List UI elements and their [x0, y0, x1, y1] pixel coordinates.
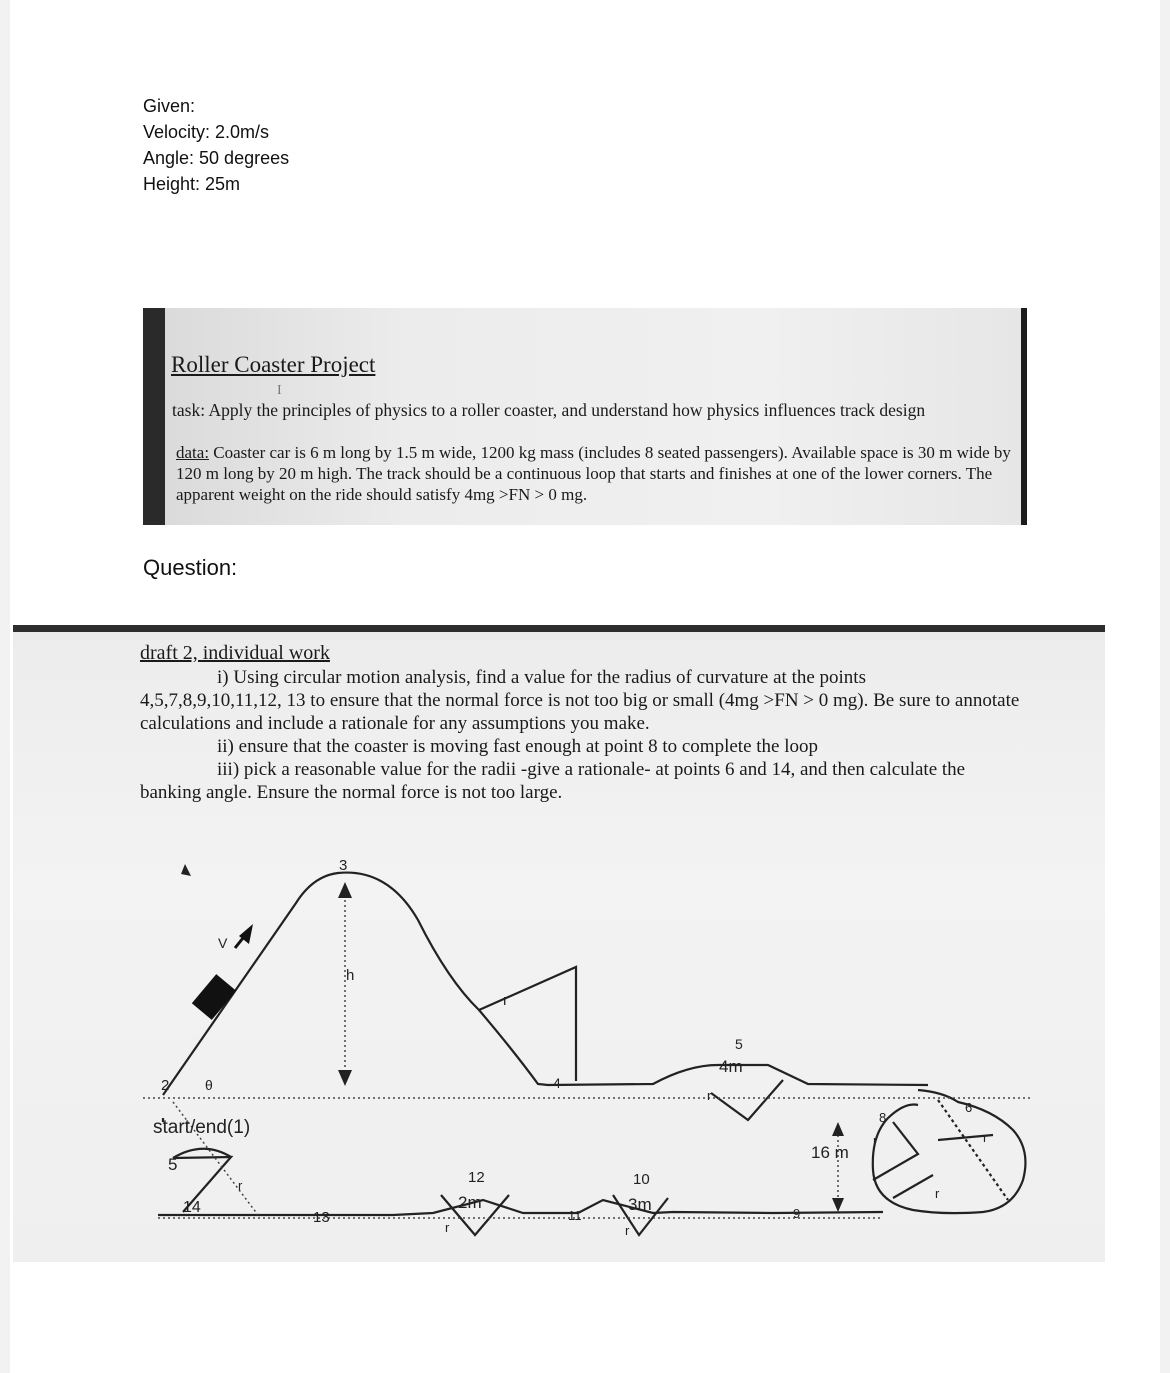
point-6-label: 6 [965, 1100, 973, 1115]
point-5-label: 5 [735, 1036, 743, 1052]
point-15-label: 5 [168, 1155, 178, 1174]
loop-r7-label: r [935, 1186, 940, 1201]
dip-12-radius: 2m [458, 1193, 482, 1212]
point-8-label: 8 [879, 1110, 887, 1125]
bank-14-r-label: r [238, 1178, 243, 1193]
question-part3-a: iii) pick a reasonable value for the radii -give a rationale- at points 6 and 14, and then calculate the [217, 759, 966, 780]
question-text [140, 666, 1020, 804]
pointer-arrow-icon [181, 864, 191, 876]
track-climb [163, 873, 928, 1095]
loop-r6-label: r [983, 1130, 988, 1145]
question-part1-b: 4,5,7,8,9,10,11,12, 13 to ensure that the normal force is not too big or small (4mg >FN > 0 mg). Be sure to annotate calculations and include a rationale for any assumptions you make. [140, 690, 1020, 734]
question-part3-b: banking angle. Ensure the normal force is not too large. [140, 782, 563, 803]
point-14-label: 14 [183, 1199, 201, 1216]
given-velocity: Velocity: 2.0m/s [143, 122, 270, 142]
question-label: Question: [143, 555, 238, 580]
dip-5-radius: 4m [719, 1057, 743, 1076]
loop-arrow-bottom-icon [832, 1198, 844, 1212]
height-arrow-bottom-icon [338, 1070, 352, 1086]
coaster-track-diagram [13, 840, 1105, 1262]
assignment-photo [13, 625, 1105, 1262]
velocity-label: V [218, 935, 228, 951]
point-9-label: 9 [793, 1206, 801, 1221]
photo-edge-top [13, 625, 1105, 632]
question-part1-a: i) Using circular motion analysis, find a value for the radius of curvature at the points [217, 667, 866, 688]
loop-arrow-top-icon [832, 1122, 844, 1136]
draft-title: draft 2, individual work [140, 642, 330, 664]
loop-radius-b [938, 1100, 1008, 1200]
given-heading: Given: [143, 96, 196, 116]
data-label: data: [176, 443, 210, 462]
loop-r8-label: r [873, 1133, 878, 1148]
given-height: Height: 25m [143, 174, 241, 194]
hill-radius-label: r [503, 992, 508, 1009]
project-title: Roller Coaster Project [171, 352, 376, 377]
point-10-label: 10 [633, 1171, 650, 1188]
question-part2: ii) ensure that the coaster is moving fast enough at point 8 to complete the loop [217, 736, 818, 757]
point-13-label: 13 [313, 1209, 330, 1226]
photo-edge-left [143, 308, 165, 525]
point-2-label: 2 [161, 1077, 170, 1094]
start-end-label: start/end(1) [153, 1117, 251, 1138]
text-cursor-icon: I [277, 383, 282, 398]
bank-14 [173, 1157, 231, 1212]
dip-12-r-label: r [445, 1220, 450, 1235]
point-11-label: 11 [568, 1208, 582, 1223]
coaster-car [192, 974, 236, 1020]
given-angle: Angle: 50 degrees [143, 148, 290, 168]
project-brief-photo [143, 308, 1027, 525]
dip-10-r-label: r [625, 1223, 630, 1238]
point-12-label: 12 [468, 1169, 485, 1186]
hill-radius-triangle [479, 967, 576, 1081]
project-data [176, 442, 1011, 505]
dip-10-radius: 3m [628, 1195, 652, 1214]
photo-edge-right [1021, 308, 1027, 525]
track-return [158, 1118, 883, 1215]
loop-radius-d [893, 1175, 933, 1198]
point-4-label: 4 [553, 1075, 561, 1091]
height-label: h [346, 967, 355, 984]
data-text: Coaster car is 6 m long by 1.5 m wide, 1200 kg mass (includes 8 seated passengers). Available space is 30 m wide by 120 m long by 20 m high. The track should be a continuous loop that starts and finishes at one of the lower corners. The apparent weight on the ride should satisfy 4mg >FN > 0 mg. [176, 443, 1011, 504]
given-section [143, 93, 289, 197]
height-arrow-top-icon [338, 882, 352, 898]
document-page [10, 0, 1160, 1373]
dip-5-triangle [711, 1080, 783, 1120]
theta-label: θ [205, 1077, 213, 1093]
dip-5-r-label: r [707, 1088, 712, 1103]
point-3-label: 3 [339, 857, 348, 874]
project-task: task: Apply the principles of physics to a roller coaster, and understand how physics influences track design [172, 400, 926, 420]
loop-track [873, 1090, 1026, 1213]
loop-height-label: 16 m [811, 1143, 849, 1162]
